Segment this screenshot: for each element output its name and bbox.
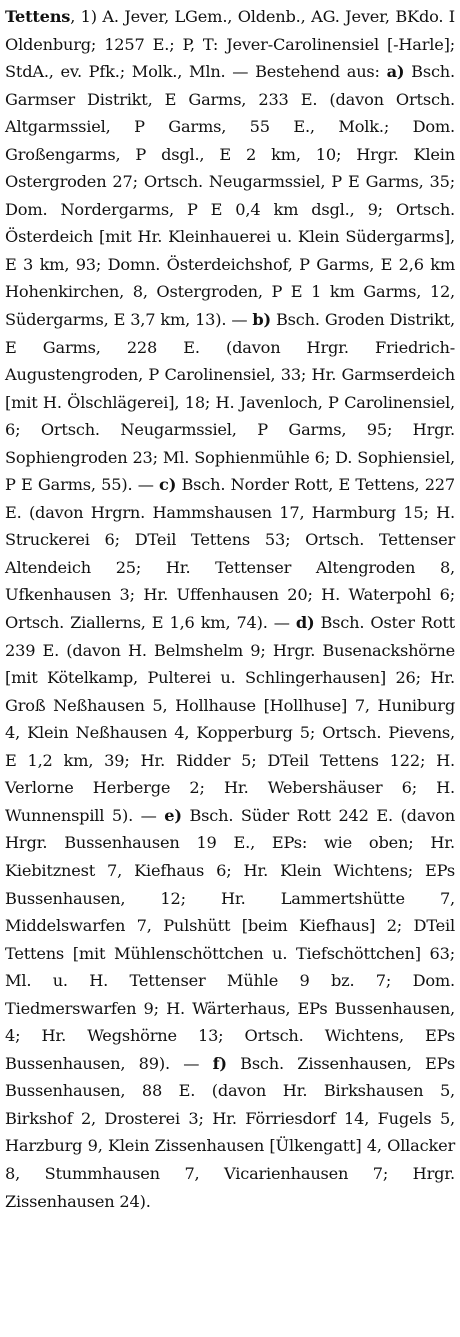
section-e-text: Bsch. Süder Rott 242 E. (davon Hrgr. Bussenhausen 19 E., EPs: wie oben; Hr. Kiebitznest 7, Kiefhaus 6; Hr. Klein Wichtens; EPs Bussenhausen, 12; Hr. Lammertshütte 7, Middelswarfen 7, Pulshütt [beim Kiefhaus] 2; DTeil Tettens [mit Mühlenschöttchen u. Tiefschöttchen] 63; Ml. u. H. Tettenser Mühle 9 bz. 7; Dom. Tiedmerswarfen 9; H. Wärterhaus, EPs Bussenhausen, 4; Hr. Wegshörne 13; Ortsch. Wichtens, EPs Bussenhausen, 89). — (5, 805, 455, 1073)
section-e-label: e) (164, 805, 182, 825)
gazetteer-entry-tettens (5, 3, 455, 1215)
section-b-text: Bsch. Groden Distrikt, E Garms, 228 E. (davon Hrgr. Friedrich-Augustengroden, P Carolinensiel, 33; Hr. Garmserdeich [mit H. Ölschlägerei], 18; H. Javenloch, P Carolinensiel, 6; Ortsch. Neugarmssiel, P Garms, 95; Hrgr. Sophiengroden 23; Ml. Sophienmühle 6; D. Sophiensiel, P E Garms, 55). — (5, 310, 455, 495)
section-f-text: Bsch. Zissenhausen, EPs Bussenhausen, 88 E. (davon Hr. Birkshausen 5, Birkshof 2, Drosterei 3; Hr. Förriesdorf 14, Fugels 5, Harzburg 9, Klein Zissenhausen [Ülkengatt] 4, Ollacker 8, Stummhausen 7, Vicarienhausen 7; Hrgr. Zissenhausen 24). (5, 1053, 456, 1211)
section-a-label: a) (386, 62, 405, 82)
section-d-label: d) (295, 613, 315, 633)
entry-intro-text: , 1) A. Jever, LGem., Oldenb., AG. Jever, BKdo. I Oldenburg; 1257 E.; P, T: Jever-Carolinensiel [-Harle]; StdA., ev. Pfk.; Molk., Mln. — Bestehend aus: (5, 7, 455, 82)
section-f-label: f) (212, 1053, 227, 1073)
section-b-label: b) (252, 310, 271, 330)
section-a-text: Bsch. Garmser Distrikt, E Garms, 233 E. (davon Ortsch. Altgarmssiel, P Garms, 55 E., Molk.; Dom. Großengarms, P dsgl., E 2 km, 10; Hrgr. Klein Ostergroden 27; Ortsch. Neugarmssiel, P E Garms, 35; Dom. Nordergarms, P E 0,4 km dsgl., 9; Ortsch. Österdeich [mit Hr. Kleinhauerei u. Klein Südergarms], E 3 km, 93; Domn. Österdeichshof, P Garms, E 2,6 km Hohenkirchen, 8, Ostergroden, P E 1 km Garms, 12, Südergarms, E 3,7 km, 13). — (5, 62, 455, 330)
section-c-text: Bsch. Norder Rott, E Tettens, 227 E. (davon Hrgrn. Hammshausen 17, Harmburg 15; H. Struckerei 6; DTeil Tettens 53; Ortsch. Tettenser Altendeich 25; Hr. Tettenser Altengroden 8, Ufkenhausen 3; Hr. Uffenhausen 20; H. Waterpohl 6; Ortsch. Ziallerns, E 1,6 km, 74). — (5, 475, 455, 633)
section-c-label: c) (159, 475, 177, 495)
section-d-text: Bsch. Oster Rott 239 E. (davon H. Belmshelm 9; Hrgr. Busenackshörne [mit Kötelkamp, Pulterei u. Schlingerhausen] 26; Hr. Groß Neßhausen 5, Hollhause [Hollhuse] 7, Huniburg 4, Klein Neßhausen 4, Kopperburg 5; Ortsch. Pievens, E 1,2 km, 39; Hr. Ridder 5; DTeil Tettens 122; H. Verlorne Herberge 2; Hr. Webershäuser 6; H. Wunnenspill 5). — (5, 613, 455, 825)
entry-headword: Tettens (5, 7, 71, 26)
